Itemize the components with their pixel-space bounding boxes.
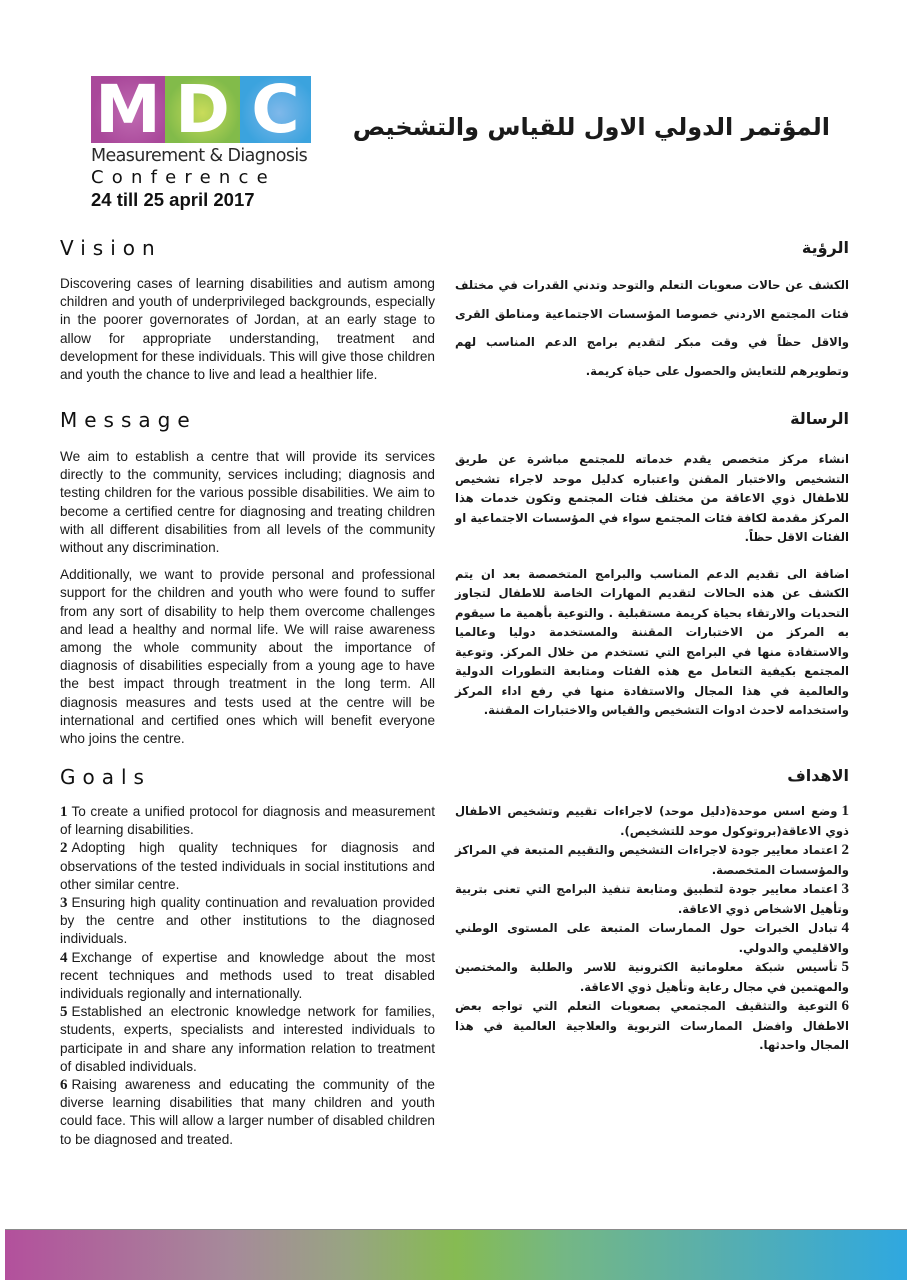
- goal-text: تبادل الخبرات حول الممارسات المتبعة على المستوى الوطني والاقليمي والدولي.: [455, 921, 849, 955]
- goal-item-ar: [455, 997, 849, 1056]
- goal-number: 5: [841, 959, 849, 975]
- goal-number: 4: [841, 920, 849, 936]
- goal-item-ar: [455, 880, 849, 919]
- goal-number: 2: [60, 840, 68, 857]
- conference-dates: 24 till 25 april 2017: [91, 189, 255, 210]
- vision-text-ar: الكشف عن حالات صعوبات التعلم والتوحد وتدني القدرات في مختلف فئات المجتمع الاردني خصوصا المؤسسات الاجتماعية ومناطق القرى والاقل حظاً في وقت مبكر لتقديم برامج الدعم المناسب لهم وتطويرهم للتعايش والحصول على حياة كريمة.: [455, 278, 849, 378]
- goal-item-ar: [455, 802, 849, 841]
- logo-conference-label: Conference: [91, 167, 276, 188]
- goal-text: Exchange of expertise and knowledge about the most recent techniques and methods used to treat disabled individuals regionally and internationally.: [60, 949, 435, 1002]
- message-text-ar-1: انشاء مركز متخصص يقدم خدماته للمجتمع مباشرة عن طريق التشخيص والاختبار المقنن واعتباره كدليل موحد لاجراء تشخيص للاطفال ذوي الاعاقة من مختلف فئات المجتمع وتكون خدمات هذا المركز مقدمة لكافة فئات المجتمع سواء في المؤسسات الاجتماعية او الفئات الاقل حظاً.: [455, 452, 849, 544]
- goal-number: 3: [60, 895, 68, 912]
- message-section-ar: [455, 409, 849, 721]
- goal-text: Raising awareness and educating the community of the diverse learning disabilities that many children and youth could face. This will allow a larger number of disabled children to be diagnosed and treated.: [60, 1077, 435, 1147]
- goal-item-en: [60, 949, 435, 1004]
- goal-item-en: [60, 1003, 435, 1076]
- goal-item-ar: [455, 919, 849, 958]
- goal-text: التوعية والتثقيف المجتمعي بصعوبات التعلم التي تواجه بعض الاطفال وافضل الممارسات التربوية والعلاجية العالمية في هذا المجال واحدثها.: [455, 999, 849, 1052]
- goals-list-en: [60, 803, 435, 1149]
- logo-subtitle: Measurement & Diagnosis: [91, 146, 308, 166]
- goal-number: 2: [841, 842, 849, 858]
- goal-text: To create a unified protocol for diagnosis and measurement of learning disabilities.: [60, 804, 435, 838]
- goal-number: 1: [60, 804, 68, 820]
- goal-text: Established an electronic knowledge network for families, students, experts, specialists and interested individuals to participate in and share any information relation to treatment of disabled individuals.: [60, 1004, 435, 1074]
- message-text-en-2: Additionally, we want to provide personal and professional support for the children and youth who were found to suffer from any sort of disability to help them overcome challenges and lead a healthy and normal life. We will raise awareness among the whole community about the importance of diagnosis of disabilities especially from a young age to have the best impact through treatment in the long term. All diagnosis measures and tests used at the centre will be international and certified ones which will benefit everyone who joins the centre.: [60, 567, 435, 747]
- goal-number: 3: [841, 881, 849, 897]
- logo-letter-c: C: [240, 76, 311, 143]
- goal-item-en: [60, 894, 435, 949]
- goals-list-ar: [455, 802, 849, 1056]
- logo-letter-d: D: [165, 76, 240, 143]
- footer-gradient-bar: [5, 1229, 907, 1280]
- goal-item-en: [60, 803, 435, 839]
- goals-heading-en: Goals: [60, 765, 151, 789]
- goal-number: 6: [60, 1077, 68, 1094]
- goal-text: وضع اسس موحدة(دليل موحد) لاجراءات تقييم وتشخيص الاطفال ذوي الاعاقة(بروتوكول موحد للتشخيص).: [455, 804, 849, 838]
- logo-letter-m: M: [91, 76, 165, 143]
- goal-text: اعتماد معايير جودة لاجراءات التشخيص والتقييم المتبعة في المراكز والمؤسسات المتخصصة.: [455, 843, 849, 877]
- goals-heading-ar: الاهداف: [787, 766, 849, 785]
- vision-heading-en: Vision: [60, 236, 162, 260]
- message-text-ar-2: اضافة الى تقديم الدعم المناسب والبرامج المتخصصة بعد ان يتم الكشف عن هذه الحالات لتقديم المهارات الخاصة للاطفال لتجاوز التحديات والارتقاء بحياة كريمة مستقبلية . والتوعية بأهمية ما سيقوم به المركز من الاختبارات المقننة والمستخدمة دوليا وعالميا والاستفادة منها في البرامج التي تستخدم من خلال المركز. وتوعية المجتمع بكيفية التعامل مع هذه الفئات ومتابعة التطورات الدولية والعالمية في هذا المجال والاستفادة منها في رفع اداء المركز واستخدامه لاحدث ادوات التشخيص والقياس والاختبارات المقننة.: [455, 566, 849, 717]
- vision-text-en: Discovering cases of learning disabilities and autism among children and youth of underprivileged backgrounds, especially in the poorer governorates of Jordan, at an early stage to allow for appropriate understanding, treatment and development for these individuals. This will give those children and youth the chance to live and lead a healthier life.: [60, 276, 435, 383]
- goal-item-ar: [455, 841, 849, 880]
- arabic-conference-title: المؤتمر الدولي الاول للقياس والتشخيص: [352, 113, 830, 141]
- mdc-logo: [91, 70, 316, 211]
- goals-section-en: [60, 765, 435, 1149]
- vision-heading-ar: الرؤية: [801, 238, 849, 257]
- goal-text: اعتماد معايير جودة لتطبيق ومتابعة تنفيذ البرامج التي تعنى بتربية وتأهيل الاشخاص ذوي الاعاقة.: [455, 882, 849, 916]
- goal-number: 5: [60, 1004, 68, 1021]
- goal-number: 4: [60, 949, 68, 966]
- goal-text: Ensuring high quality continuation and revaluation provided by the centre and other institutions to the diagnosed individuals.: [60, 895, 435, 947]
- vision-section-ar: [455, 238, 849, 385]
- goal-text: تأسيس شبكة معلوماتية الكترونية للاسر والطلبة والمختصين والمهتمين في مجال رعاية وتأهيل ذوي الاعاقة.: [455, 960, 849, 994]
- goal-item-en: [60, 1076, 435, 1149]
- logo-letter-boxes: [91, 70, 316, 148]
- goal-number: 1: [841, 803, 849, 819]
- goal-item-ar: [455, 958, 849, 997]
- goal-text: Adopting high quality techniques for diagnosis and observations of the tested individuals in social institutions and other similar centre.: [60, 840, 435, 892]
- goal-number: 6: [841, 998, 849, 1014]
- message-heading-en: Message: [60, 408, 197, 432]
- message-section-en: [60, 408, 435, 748]
- message-heading-ar: الرسالة: [790, 409, 849, 428]
- goal-item-en: [60, 839, 435, 894]
- vision-section-en: [60, 236, 435, 384]
- goals-section-ar: [455, 766, 849, 1056]
- message-text-en-1: We aim to establish a centre that will provide its services directly to the community, services including; diagnosis and testing children for the various possible disabilities. We aim to become a certified centre for diagnosing and treating children with all different disabilities from all levels of the community without any discrimination.: [60, 449, 435, 556]
